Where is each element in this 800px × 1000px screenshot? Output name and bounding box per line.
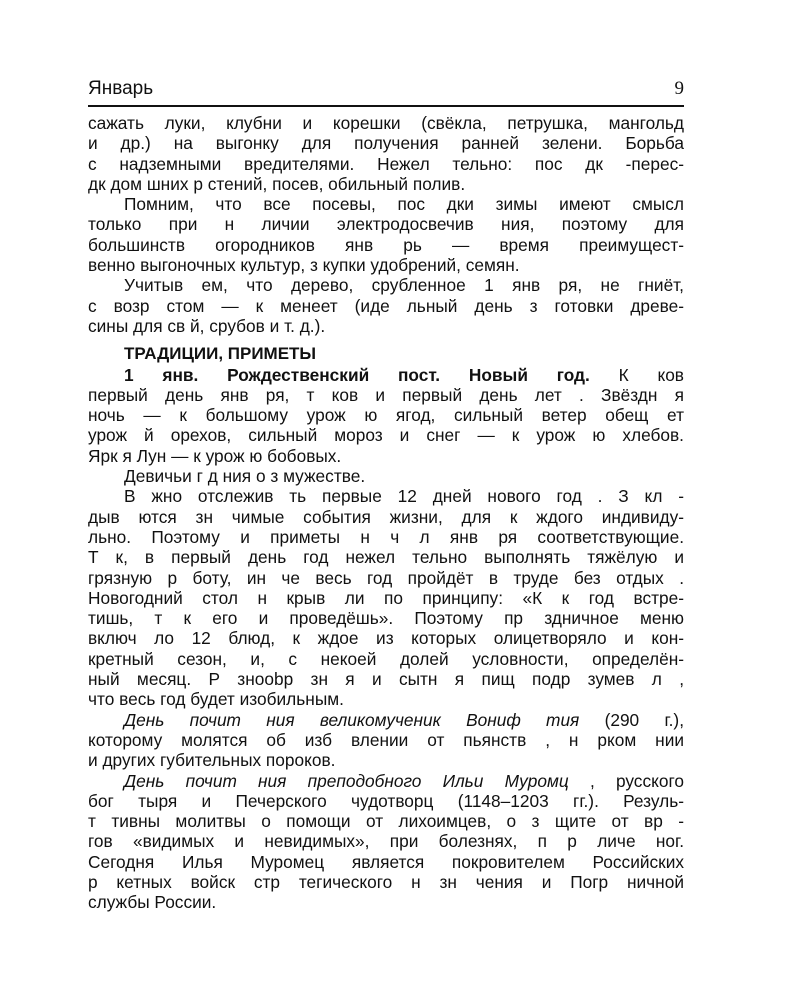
text-line: с возр стом — к менеет (иде льный день з готовки древе- <box>88 295 684 316</box>
feast-name: День почит ния преподобного Ильи Муромц <box>124 770 569 791</box>
text-line: Т к, в первый день год нежел тельно выполнять тяжёлую и <box>88 547 684 568</box>
text-line: Ярк я Лун — к урож ю бобовых. <box>88 445 342 466</box>
text-line: кретный сезон, и, с некоей долей условности, определён- <box>88 648 684 669</box>
text-line <box>88 771 684 791</box>
text-line: которому молятся об изб влении от пьянств , н рком нии <box>88 729 684 750</box>
text-line: службы России. <box>88 892 217 913</box>
text-line: Сегодня Илья Муромец является покровителем Российских <box>88 851 684 872</box>
text-line: большинств огородников янв рь — время преимущест- <box>88 234 684 255</box>
text-run: , русского <box>568 770 684 791</box>
text-line: р кетных войск стр тегического н зн чения и Погр ничной <box>88 871 684 892</box>
paragraph-8 <box>88 771 684 913</box>
text-line: В жно отслежив ть первые 12 дней нового год . З кл - <box>124 486 684 507</box>
text-line: гов «видимых и невидимых», при болезнях, п р личе ног. <box>88 831 684 852</box>
text-line: Новогодний стол н крыв ли по принципу: «К к год встре- <box>88 587 684 608</box>
text-line: ный месяц. Р зноobр зн я и сытн я пищ подр зумев л , <box>88 669 684 690</box>
text-line: Девичьи г д ния о з мужестве. <box>124 466 366 487</box>
running-header <box>88 78 684 107</box>
text-line: т тивны молитвы о помощи от лихоимцев, о з щите от вр - <box>88 811 684 832</box>
text-line: с надземными вредителями. Нежел тельно: пос дк -перес- <box>88 153 684 174</box>
paragraph-1 <box>88 113 684 194</box>
text-line: только при н личии электродосвечив ния, поэтому для <box>88 214 684 235</box>
text-line: включ ло 12 блюд, к ждое из которых олицетворяло и кон- <box>88 628 684 649</box>
section-heading: ТРАДИЦИИ, ПРИМЕТЫ <box>124 344 317 364</box>
text-line: грязную р боту, ин че весь год пройдёт в труде без отдых . <box>88 567 684 588</box>
text-line: дыв ются зн чимые события жизни, для к ждого индивиду- <box>88 506 684 527</box>
paragraph-4 <box>88 365 684 466</box>
text-line: бог тыря и Печерского чудотворц (1148–1203 гг.). Резуль- <box>88 790 684 811</box>
paragraph-5 <box>88 466 684 486</box>
page-number: 9 <box>674 78 684 99</box>
text-line: сины для св й, срубов и т. д.). <box>88 315 326 336</box>
text-line: сажать луки, клубни и корешки (свёкла, петрушка, мангольд <box>88 113 684 133</box>
text-line <box>88 365 684 385</box>
text-line: и др.) на выгонку для получения ранней зелени. Борьба <box>88 133 684 154</box>
text-line: Учитыв ем, что дерево, срубленное 1 янв ря, не гниёт, <box>124 275 684 296</box>
text-line: льно. Поэтому и приметы н ч л янв ря соответствующие. <box>88 526 684 547</box>
paragraph-3 <box>88 275 684 336</box>
paragraph-6 <box>88 486 684 709</box>
text-line: урож й орехов, сильный мороз и снег — к урож ю хлебов. <box>88 425 684 446</box>
paragraph-7 <box>88 710 684 771</box>
text-line: дк дом шних р стений, посев, обильный полив. <box>88 173 466 194</box>
text-run: К ков <box>589 364 684 385</box>
page-body <box>88 113 684 913</box>
feast-name: День почит ния великомученик Вониф тия <box>124 709 580 730</box>
text-line <box>88 710 684 730</box>
text-line: и других губительных пороков. <box>88 750 336 771</box>
chapter-title: Январь <box>88 78 154 99</box>
text-line: ночь — к большому урож ю ягод, сильный ветер обещ ет <box>88 405 684 426</box>
text-line: первый день янв ря, т ков и первый день лет . Звёздн я <box>88 384 684 405</box>
paragraph-2 <box>88 194 684 275</box>
book-page <box>88 78 684 913</box>
text-run: (290 г.), <box>579 709 684 730</box>
text-line: тишь, т к его и проведёшь». Поэтому пр здничное меню <box>88 608 684 629</box>
text-line: Помним, что все посевы, пос дки зимы имеют смысл <box>124 194 684 215</box>
text-line: что весь год будет изобильным. <box>88 689 344 710</box>
text-line: венно выгоночных культур, з купки удобрений, семян. <box>88 255 520 276</box>
entry-date-title: 1 янв. Рождественский пост. Новый год. <box>124 364 590 385</box>
